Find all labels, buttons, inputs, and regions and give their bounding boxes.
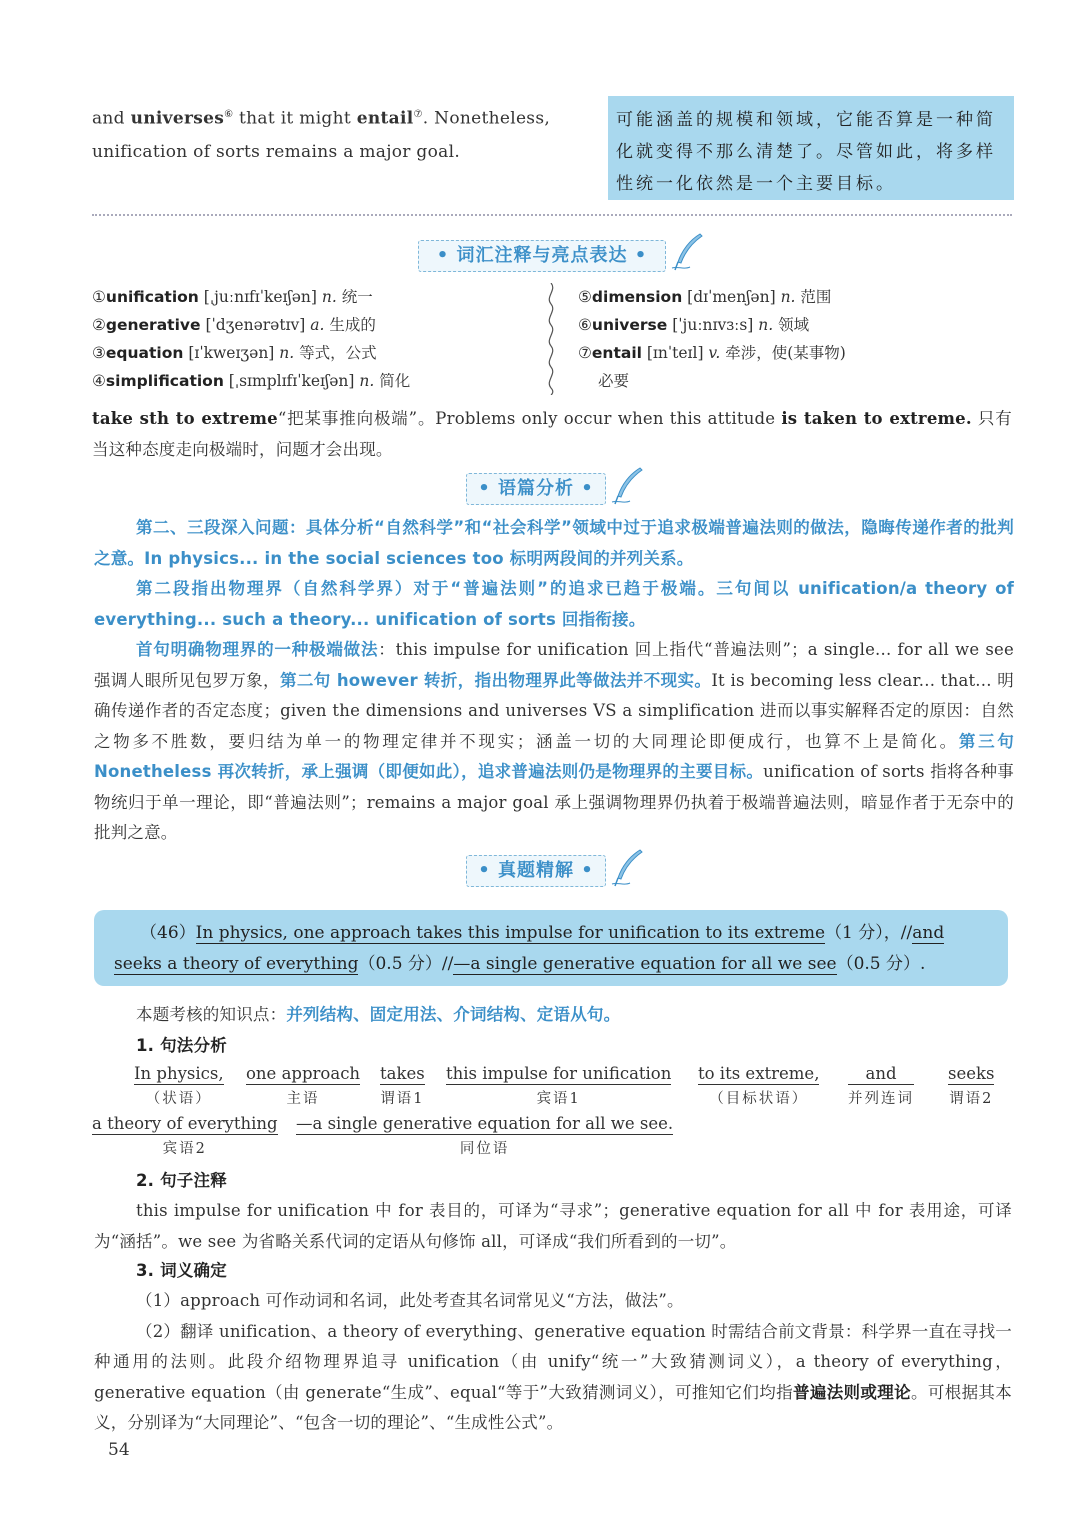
quill-icon: [610, 848, 644, 888]
discourse-section-title: • 语篇分析 •: [466, 473, 606, 505]
vocab-section-title: • 词汇注释与亮点表达 •: [418, 240, 666, 272]
question-segment-3: —a single generative equation for all we see: [453, 954, 837, 974]
analysis-paragraph-1: 第二、三段深入问题：具体分析“自然科学”和“社会科学”领域中过于追求极端普遍法则的做法，隐晦传递作者的批判之意。In physics... in the social sciences too 标明两段间的并列关系。: [94, 518, 1014, 568]
wavy-divider: [543, 283, 559, 395]
sentence-notes: this impulse for unification 中 for 表目的，可译为“寻求”；generative equation for all 中 for 表用途，可译为“涵括”。we see 为省略关系代词的定语从句修饰 all，可译成“我们所看到的一切”。: [94, 1201, 1012, 1251]
vocab-item: ⑤dimension [dɪˈmenʃən] n. 范围: [578, 288, 832, 306]
heading-word-meaning: 3. 词义确定: [136, 1261, 227, 1280]
word-universes: universes: [130, 108, 225, 129]
page-number: 54: [108, 1440, 130, 1460]
syntax-segment: a theory of everything 宾语2: [92, 1114, 278, 1157]
vocab-list-right: [578, 283, 1008, 395]
vocab-list-left: [92, 283, 532, 395]
syntax-segment: this impulse for unification 宾语1: [446, 1064, 672, 1107]
highlight-expression: take sth to extreme“把某事推向极端”。Problems only occur when this attitude is taken to extreme. 只有当这种态度走向极端时，问题才会出现。: [92, 409, 1012, 459]
vocab-item: ②generative [ˈdʒenərətɪv] a. 生成的: [92, 316, 376, 334]
syntax-segment: takes 谓语1: [380, 1064, 425, 1107]
analysis-text: [94, 513, 1014, 849]
quill-icon: [610, 466, 644, 506]
syntax-segment: to its extreme, （目标状语）: [698, 1064, 820, 1107]
section-divider: [92, 214, 1012, 216]
syntax-segment: seeks 谓语2: [948, 1064, 995, 1107]
syntax-segment: —a single generative equation for all we see. 同位语: [296, 1114, 674, 1157]
chinese-translation-box: 可能涵盖的规模和领域，它能否算是一种简化就变得不那么清楚了。尽管如此，将多样性统一化依然是一个主要目标。: [608, 96, 1014, 200]
exam-section-title: • 真题精解 •: [466, 855, 606, 887]
heading-notes: 2. 句子注释: [136, 1171, 227, 1190]
heading-syntax: 1. 句法分析: [136, 1036, 227, 1055]
syntax-segment: In physics, （状语）: [134, 1064, 224, 1107]
vocab-item: ①unification [ˌjuːnɪfɪˈkeɪʃən] n. 统一: [92, 288, 373, 306]
question-segment-2: seeks a theory of everything: [114, 954, 359, 974]
vocab-item: ④simplification [ˌsɪmplɪfɪˈkeɪʃən] n. 简化: [92, 372, 411, 390]
vocab-item: ⑦entail [ɪnˈteɪl] v. 牵涉，使(某事物): [578, 344, 846, 362]
syntax-segment: and 并列连词: [848, 1064, 914, 1107]
top-english-text: and universes⑥ that it might entail⑦. Nonetheless, unification of sorts remains a major goal.: [92, 108, 551, 162]
question-segment-1: In physics, one approach takes this impulse for unification to its extreme: [195, 923, 826, 943]
question-box: （46）In physics, one approach takes this impulse for unification to its extreme（1 分），//and seeks a theory of everything（0.5 分）//—a single generative equation for all we see（0.5 分）.: [94, 910, 1008, 986]
syntax-segment: one approach 主语: [246, 1064, 361, 1107]
vocab-item: ③equation [ɪˈkweɪʒən] n. 等式，公式: [92, 344, 377, 362]
word-meaning-notes: （1）approach 可作动词和名词，此处考查其名词常见义“方法，做法”。 （2）翻译 unification、a theory of everything、generative equation 时需结合前文背景：科学界一直在寻找一种通用的法则。此段介绍物理界追寻 unification（由 unify“统一”大致猜测词义），a theory of everything，generative equation（由 generate“生成”、equal“等于”大致猜测词义），可推知它们均指普遍法则或理论。可根据其本义，分别译为“大同理论”、“包含一切的理论”、“生成性公式”。: [94, 1291, 1012, 1432]
analysis-paragraph-2: 第二段指出物理界（自然科学界）对于“普遍法则”的追求已趋于极端。三句间以 unification/a theory of everything... such a theory... unification of sorts 回指衔接。: [94, 579, 1014, 629]
knowledge-points: 本题考核的知识点：并列结构、固定用法、介词结构、定语从句。: [136, 1005, 621, 1024]
vocab-item: ⑥universe [ˈjuːnɪvɜːs] n. 领域: [578, 316, 810, 334]
analysis-paragraph-3: 首句明确物理界的一种极端做法：this impulse for unification 回上指代“普遍法则”；a single... for all we see 强调人眼所见包罗万象，第二句 however 转折，指出物理界此等做法并不现实。It is becoming less clear... that... 明确传递作者的否定态度；given the dimensions and universes VS a simplification 进而以事实解释否定的原因：自然之物多不胜数，要归结为单一的物理定律并不现实；涵盖一切的大同理论即便成行，也算不上是简化。第三句 Nonetheless 再次转折，承上强调（即便如此），追求普遍法则仍是物理界的主要目标。unification of sorts 指将各种事物统归于单一理论，即“普遍法则”；remains a major goal 承上强调物理界仍执着于极端普遍法则，暗显作者于无奈中的批判之意。: [94, 640, 1015, 842]
vocab-item: 必要: [598, 372, 630, 390]
quill-icon: [670, 232, 704, 272]
word-entail: entail: [356, 108, 414, 129]
